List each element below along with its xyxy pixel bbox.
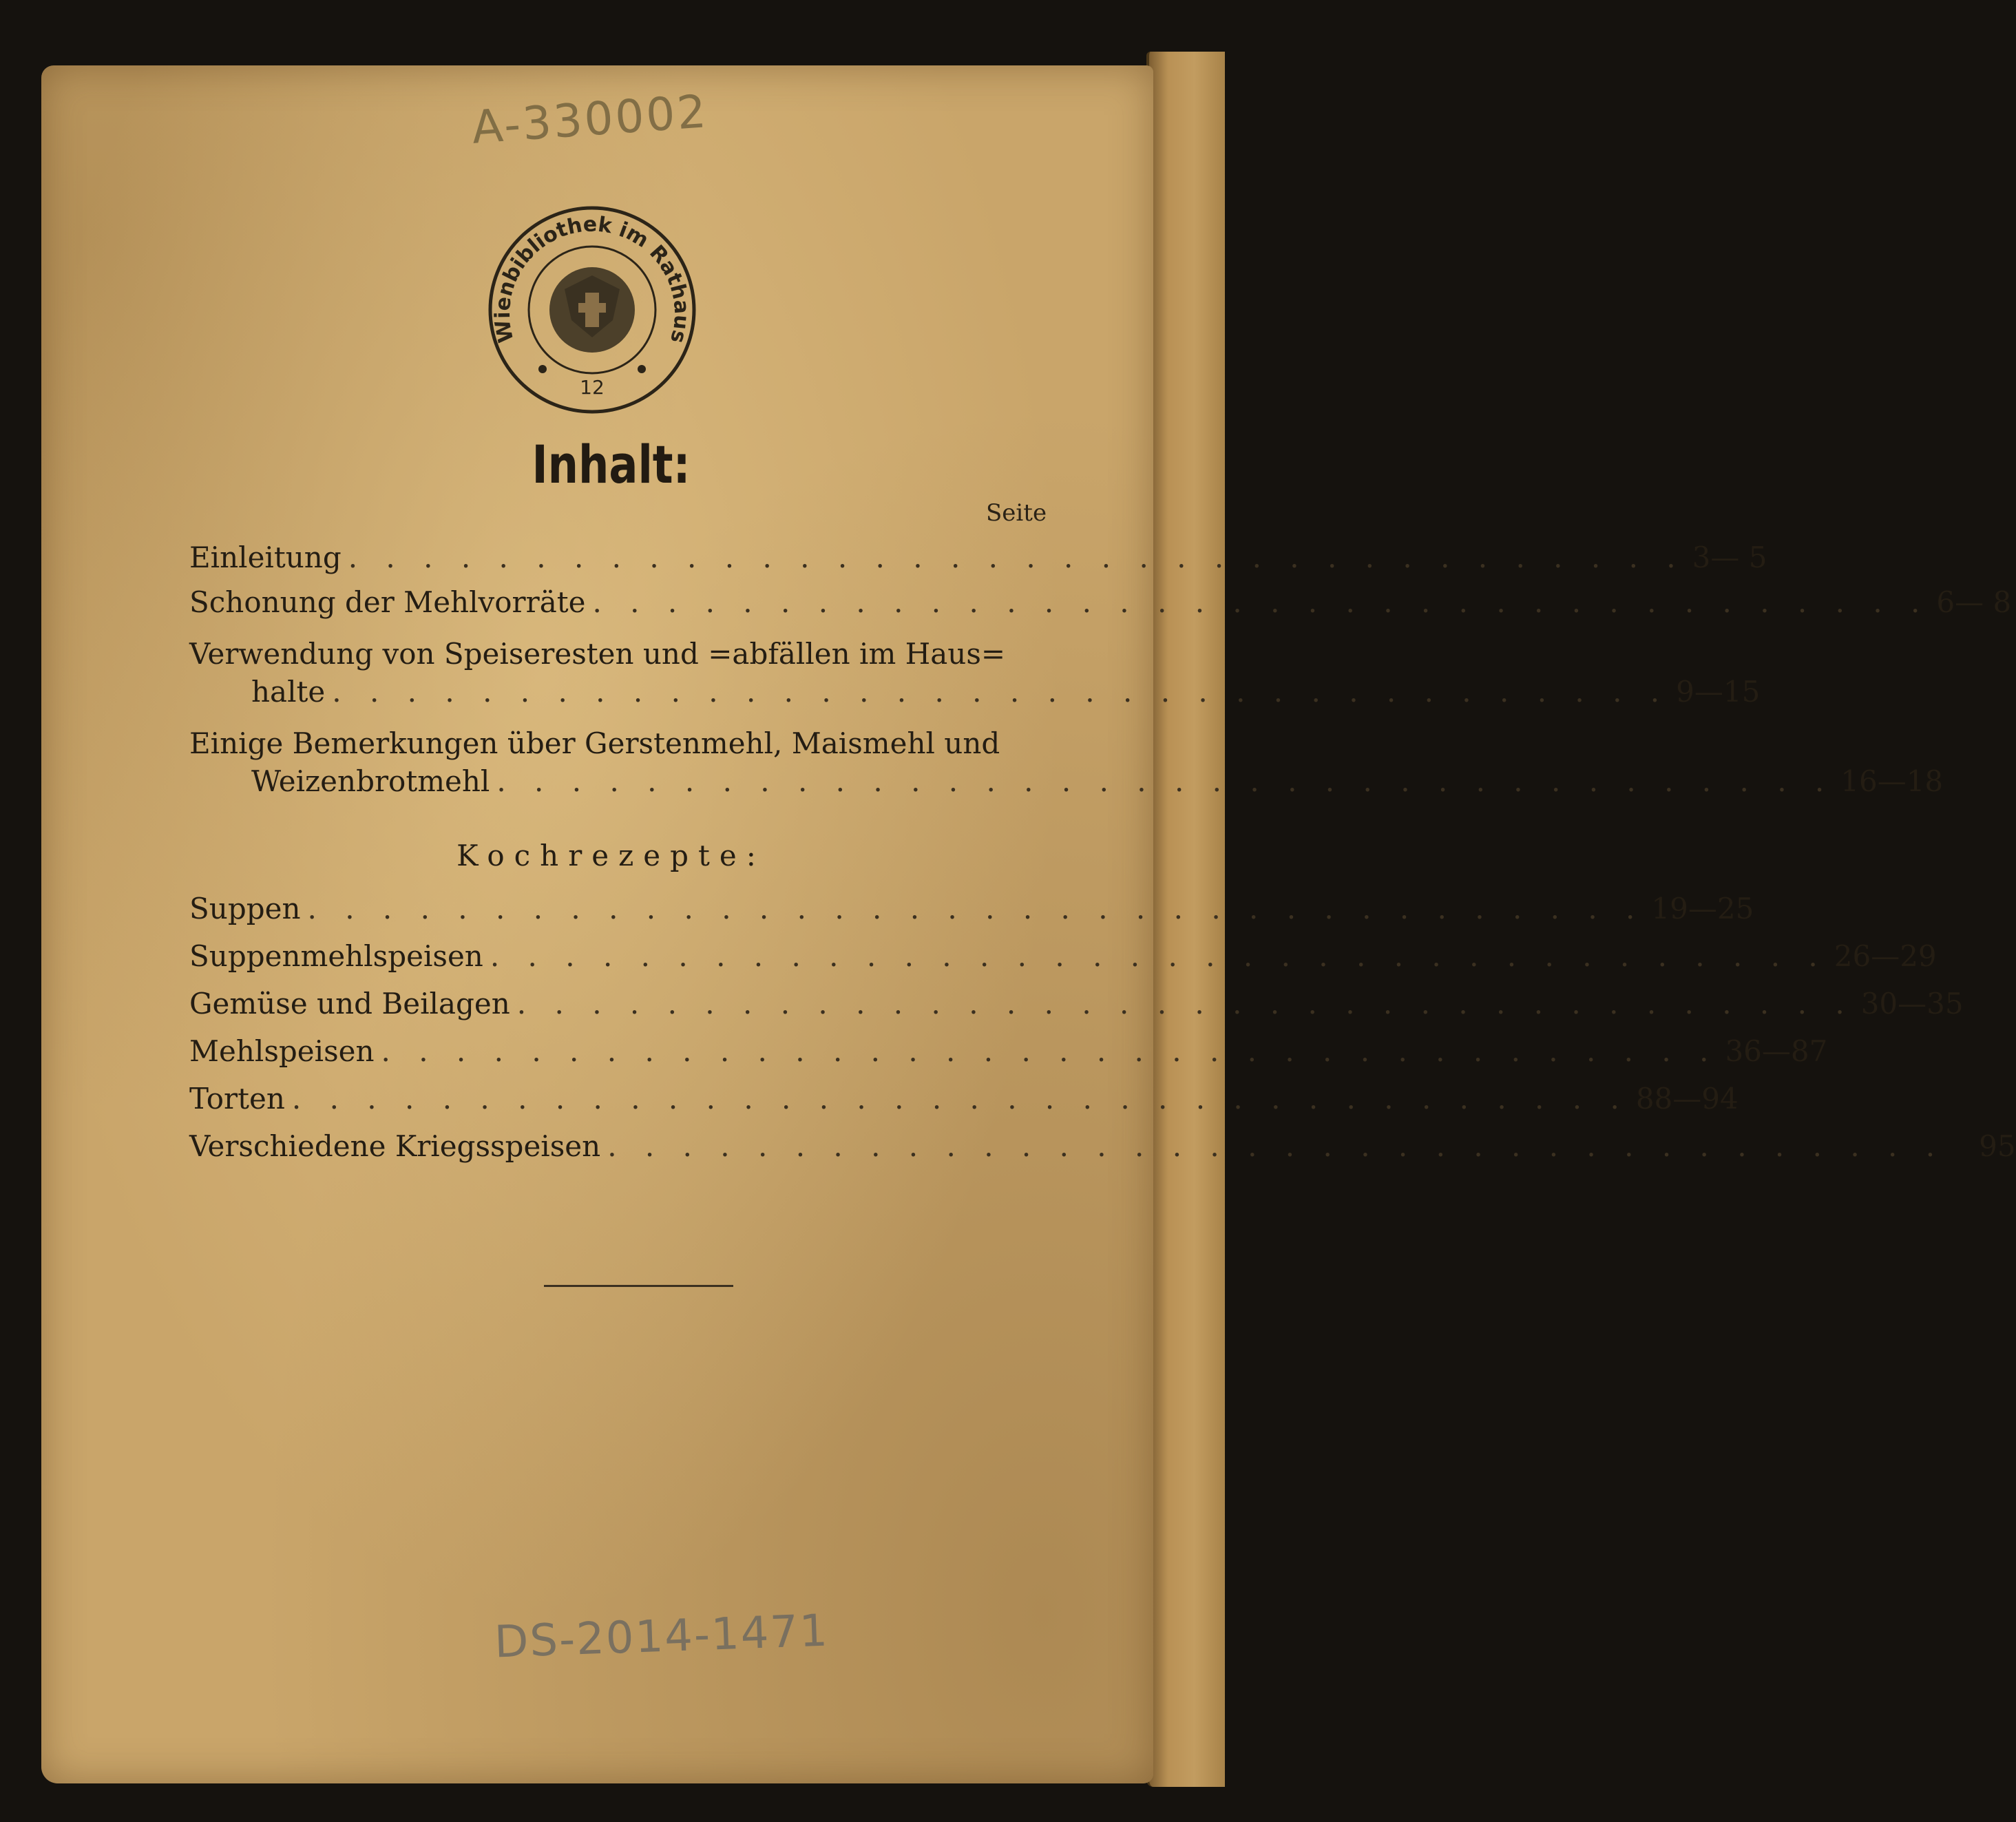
toc-entry bbox=[189, 1082, 1739, 1120]
toc-entry-pages: 88—94 bbox=[1635, 1082, 1739, 1116]
eagle-emblem-icon bbox=[549, 267, 635, 353]
toc-entry-pages: 6— 8 bbox=[1936, 585, 2012, 619]
page-title: Inhalt: bbox=[532, 434, 691, 495]
accession-number-handwritten: A-330002 bbox=[470, 85, 710, 154]
toc-entry bbox=[189, 585, 2012, 624]
call-number-handwritten: DS-2014-1471 bbox=[493, 1605, 830, 1668]
library-stamp bbox=[482, 200, 702, 420]
toc-entry-label-line1: Einige Bemerkungen über Gerstenmehl, Maismehl und bbox=[189, 726, 1000, 760]
toc-entry bbox=[189, 675, 1761, 713]
toc-entry-pages: 9—15 bbox=[1676, 675, 1761, 709]
toc-entry-pages: 26—29 bbox=[1834, 939, 1937, 973]
toc-entry-pages: 36—87 bbox=[1725, 1034, 1828, 1068]
toc-entry-label-line2: halte bbox=[251, 675, 326, 709]
toc-entry bbox=[189, 892, 1754, 930]
toc-entry-label-line2: Weizenbrotmehl bbox=[251, 764, 490, 798]
toc-entry bbox=[189, 939, 1937, 978]
toc-entry-label: Mehlspeisen bbox=[189, 1034, 375, 1068]
toc-entry-pages: 30—35 bbox=[1860, 987, 1964, 1020]
toc-entry bbox=[189, 987, 1964, 1025]
leader-dots: . . . . . . . . . . . . . . . . . . . . . . . . . . . . . . . . . . . . bbox=[332, 675, 1670, 709]
leader-dots: . . . . . . . . . . . . . . . . . . . . . . . . . . . . . . . . . . . . bbox=[381, 1034, 1719, 1068]
toc-entry-label-line1: Verwendung von Speiseresten und =abfällen im Haus= bbox=[189, 637, 1006, 671]
leader-dots: . . . . . . . . . . . . . . . . . . . . . . . . . . . . . . . . . . . . bbox=[490, 939, 1827, 973]
toc-entry-pages: 16—18 bbox=[1840, 764, 1944, 798]
toc-entry-pages: 3— 5 bbox=[1692, 541, 1767, 574]
leader-dots: . . . . . . . . . . . . . . . . . . . . . . . . . . . . . . . . . . . . bbox=[607, 1129, 1945, 1163]
stamp-text: Wienbibliothek im Rathaus bbox=[490, 212, 694, 346]
toc-entry bbox=[189, 1034, 1828, 1073]
toc-entry-label: Suppenmehlspeisen bbox=[189, 939, 483, 973]
leader-dots: . . . . . . . . . . . . . . . . . . . . . . . . . . . . . . . . . . . . bbox=[307, 892, 1645, 925]
section-divider bbox=[544, 1285, 733, 1287]
toc-entry bbox=[189, 541, 1767, 579]
toc-entry-label: Schonung der Mehlvorräte bbox=[189, 585, 586, 619]
toc-entry bbox=[189, 764, 1944, 803]
leader-dots: . . . . . . . . . . . . . . . . . . . . . . . . . . . . . . . . . . . . bbox=[516, 987, 1854, 1020]
toc-entry-label: Suppen bbox=[189, 892, 301, 925]
page-column-header: Seite bbox=[986, 499, 1047, 527]
stamp-number: 12 bbox=[580, 376, 605, 399]
toc-entry-label: Torten bbox=[189, 1082, 285, 1116]
toc-entry-label: Verschiedene Kriegsspeisen bbox=[189, 1129, 601, 1163]
leader-dots: . . . . . . . . . . . . . . . . . . . . . . . . . . . . . . . . . . . . bbox=[291, 1082, 1629, 1116]
toc-entry bbox=[189, 1129, 2016, 1168]
leader-dots: . . . . . . . . . . . . . . . . . . . . . . . . . . . . . . . . . . . . bbox=[592, 585, 1930, 619]
section-title: Kochrezepte: bbox=[456, 839, 766, 872]
toc-entry-pages: 95 bbox=[1979, 1129, 2016, 1163]
toc-entry-label: Gemüse und Beilagen bbox=[189, 987, 510, 1020]
leader-dots: . . . . . . . . . . . . . . . . . . . . . . . . . . . . . . . . . . . . bbox=[348, 541, 1686, 574]
toc-entry-label: Einleitung bbox=[189, 541, 342, 574]
leader-dots: . . . . . . . . . . . . . . . . . . . . . . . . . . . . . . . . . . . . bbox=[496, 764, 1834, 798]
toc-entry-pages: 19—25 bbox=[1651, 892, 1754, 925]
